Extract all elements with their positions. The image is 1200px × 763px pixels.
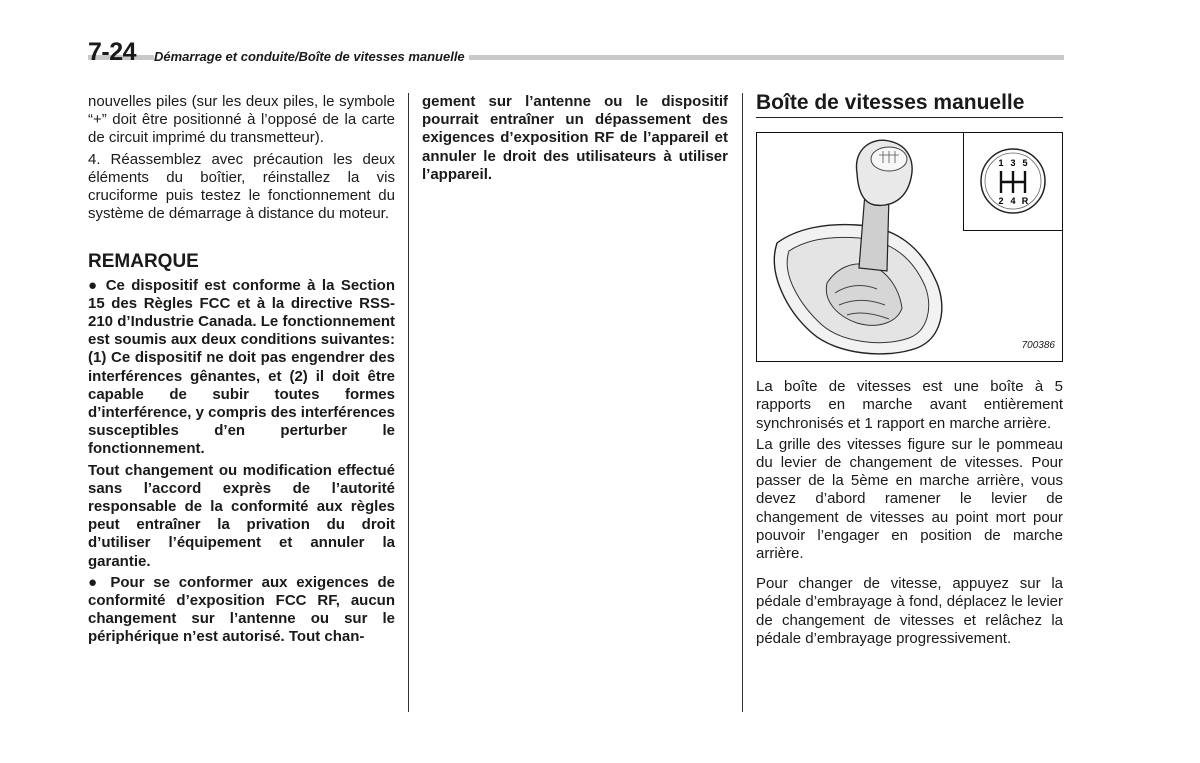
note-paragraph: ● Pour se conformer aux exigences de conformité d’exposition FCC RF, aucun changement sur l’antenne ou sur le périphérique n’est autorisé. Tout chan- [88, 573, 395, 646]
gear-label: 3 [1010, 158, 1016, 169]
column-divider [408, 93, 409, 712]
shift-pattern-inset [963, 133, 1062, 231]
gear-label: 2 [998, 196, 1004, 207]
gear-label: R [1021, 196, 1029, 207]
page-number: 7-24 [88, 38, 137, 66]
note-paragraph: ● Ce dispositif est conforme à la Section 15 des Règles FCC et à la directive RSS-210 d’Industrie Canada. Le fonctionnement est soumis aux deux conditions suivantes: (1) Ce dispositif ne doit pas engendrer des interférences gênantes, et (2) il doit être capable de subir toutes formes d’interférence, y compris des interférences susceptibles d’en perturber le fonctionnement. [88, 276, 395, 458]
shift-pattern-diagram [964, 133, 1062, 230]
column-right [756, 93, 1063, 648]
paragraph: La grille des vitesses figure sur le pommeau du levier de changement de vitesses. Pour passer de la 5ème en marche arrière, vous devez d’abord ramener le levier de changement de vitesses au point mort pour pouvoir l’engager en position de marche arrière. [756, 435, 1063, 563]
paragraph: La boîte de vitesses est une boîte à 5 rapports en marche avant entièrement synchronisés et 1 rapport en marche arrière. [756, 378, 1063, 432]
gear-label: 1 [998, 158, 1004, 169]
paragraph: Pour changer de vitesse, appuyez sur la pédale d’embrayage à fond, déplacez le levier de changement de vitesses et relâchez la pédale d’embrayage progressivement. [756, 575, 1063, 647]
gear-label: 5 [1022, 158, 1028, 169]
gear-shift-figure [756, 132, 1063, 362]
heading-rule [756, 117, 1063, 118]
section-heading: Boîte de vitesses manuelle [756, 91, 1025, 114]
column-middle [422, 93, 728, 184]
column-left [88, 93, 395, 647]
note-paragraph: Tout changement ou modification effectué sans l’accord exprès de l’autorité responsable de la conformité aux règles peut entraîner la privation du droit d’utiliser l’équipement et annuler la garantie. [88, 461, 395, 570]
section-title: Démarrage et conduite/Boîte de vitesses manuelle [154, 49, 469, 64]
remarque-heading: REMARQUE [88, 251, 199, 273]
column-divider [742, 93, 743, 712]
gear-label: 4 [1010, 196, 1016, 207]
paragraph: nouvelles piles (sur les deux piles, le symbole “+” doit être positionné à l’opposé de la carte de circuit imprimé du transmetteur). [88, 93, 395, 147]
figure-code: 700386 [1021, 340, 1055, 351]
paragraph: 4. Réassemblez avec précaution les deux éléments du boîtier, réinstallez la vis cruciforme puis testez le fonctionnement du système de démarrage à distance du moteur. [88, 150, 395, 223]
note-paragraph: gement sur l’antenne ou le dispositif pourrait entraîner un dépassement des exigences d’exposition RF de l’appareil et annuler le droit des utilisateurs à utiliser l’appareil. [422, 93, 728, 183]
page-header [88, 38, 1064, 68]
